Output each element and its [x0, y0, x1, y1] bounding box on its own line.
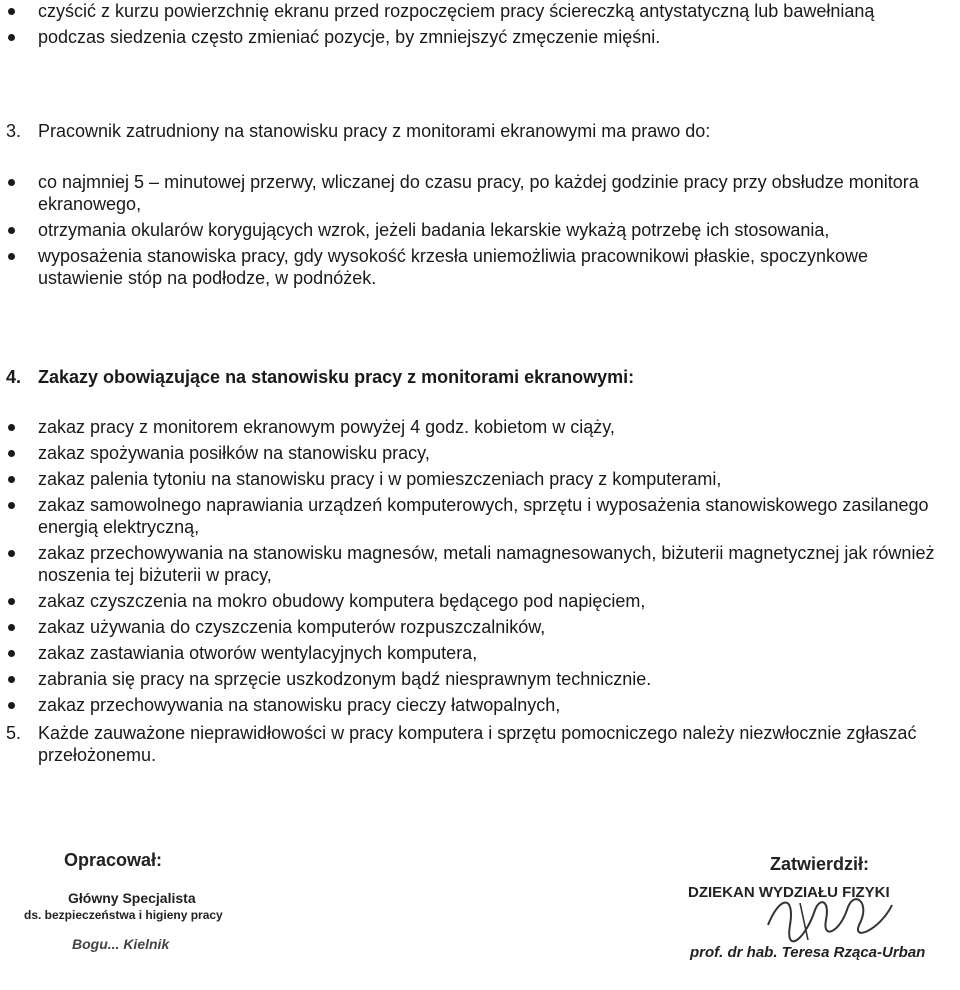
list-item: wyposażenia stanowiska pracy, gdy wysokość krzesła uniemożliwia pracownikowi płaskie, spoczynkowe ustawienie stóp na podłodze, w podnóżek.: [0, 245, 940, 289]
list-item: zakaz palenia tytoniu na stanowisku pracy i w pomieszczeniach pracy z komputerami,: [0, 468, 940, 490]
section-4-heading: [0, 366, 940, 388]
signature-left-name: Bogu... Kielnik: [72, 936, 170, 952]
list-item: zakaz używania do czyszczenia komputerów rozpuszczalników,: [0, 616, 940, 638]
section-number: 4.: [6, 367, 22, 387]
list-item: podczas siedzenia często zmieniać pozycje, by zmniejszyć zmęczenie mięśni.: [0, 26, 940, 48]
signature-right-name: prof. dr hab. Teresa Rząca-Urban: [690, 944, 926, 961]
section-3-list: [0, 171, 940, 293]
list-item: zakaz przechowywania na stanowisku pracy cieczy łatwopalnych,: [0, 694, 940, 716]
list-top: [0, 0, 940, 52]
section-number: 3.: [6, 121, 22, 141]
section-4-list: [0, 416, 940, 720]
signature-right-heading: Zatwierdził:: [770, 854, 870, 874]
signature-left-title: Główny Specjalista: [68, 890, 196, 906]
handwritten-signature: [760, 885, 900, 945]
list-item: zakaz samowolnego naprawiania urządzeń komputerowych, sprzętu i wyposażenia stanowiskowego zasilanego energią elektryczną,: [0, 494, 940, 538]
list-item: zakaz przechowywania na stanowisku magnesów, metali namagnesowanych, biżuterii magnetycznej jak również noszenia tej biżuterii w pracy,: [0, 542, 940, 586]
list-item: zakaz czyszczenia na mokro obudowy komputera będącego pod napięciem,: [0, 590, 940, 612]
list-item: zakaz zastawiania otworów wentylacyjnych komputera,: [0, 642, 940, 664]
signature-left-role: ds. bezpieczeństwa i higieny pracy: [24, 908, 223, 922]
list-item: zakaz pracy z monitorem ekranowym powyżej 4 godz. kobietom w ciąży,: [0, 416, 940, 438]
section-5: [0, 722, 940, 766]
list-item: zakaz spożywania posiłków na stanowisku pracy,: [0, 442, 940, 464]
section-title: Zakazy obowiązujące na stanowisku pracy z monitorami ekranowymi:: [38, 367, 635, 387]
list-item: co najmniej 5 – minutowej przerwy, wliczanej do czasu pracy, po każdej godzinie pracy przy obsłudze monitora ekranowego,: [0, 171, 940, 215]
list-item: zabrania się pracy na sprzęcie uszkodzonym bądź niesprawnym technicznie.: [0, 668, 940, 690]
section-title: Pracownik zatrudniony na stanowisku pracy z monitorami ekranowymi ma prawo do:: [38, 121, 711, 141]
signature-left-heading: Opracował:: [64, 850, 163, 870]
section-text: Każde zauważone nieprawidłowości w pracy komputera i sprzętu pomocniczego należy niezwłocznie zgłaszać przełożonemu.: [38, 723, 917, 765]
signature-right-office: DZIEKAN WYDZIAŁU FIZYKI: [688, 884, 890, 901]
section-3-heading: [0, 120, 940, 142]
list-item: otrzymania okularów korygujących wzrok, jeżeli badania lekarskie wykażą potrzebę ich stosowania,: [0, 219, 940, 241]
section-number: 5.: [6, 723, 22, 743]
list-item: czyścić z kurzu powierzchnię ekranu przed rozpoczęciem pracy ściereczką antystatyczną lub bawełnianą: [0, 0, 940, 22]
